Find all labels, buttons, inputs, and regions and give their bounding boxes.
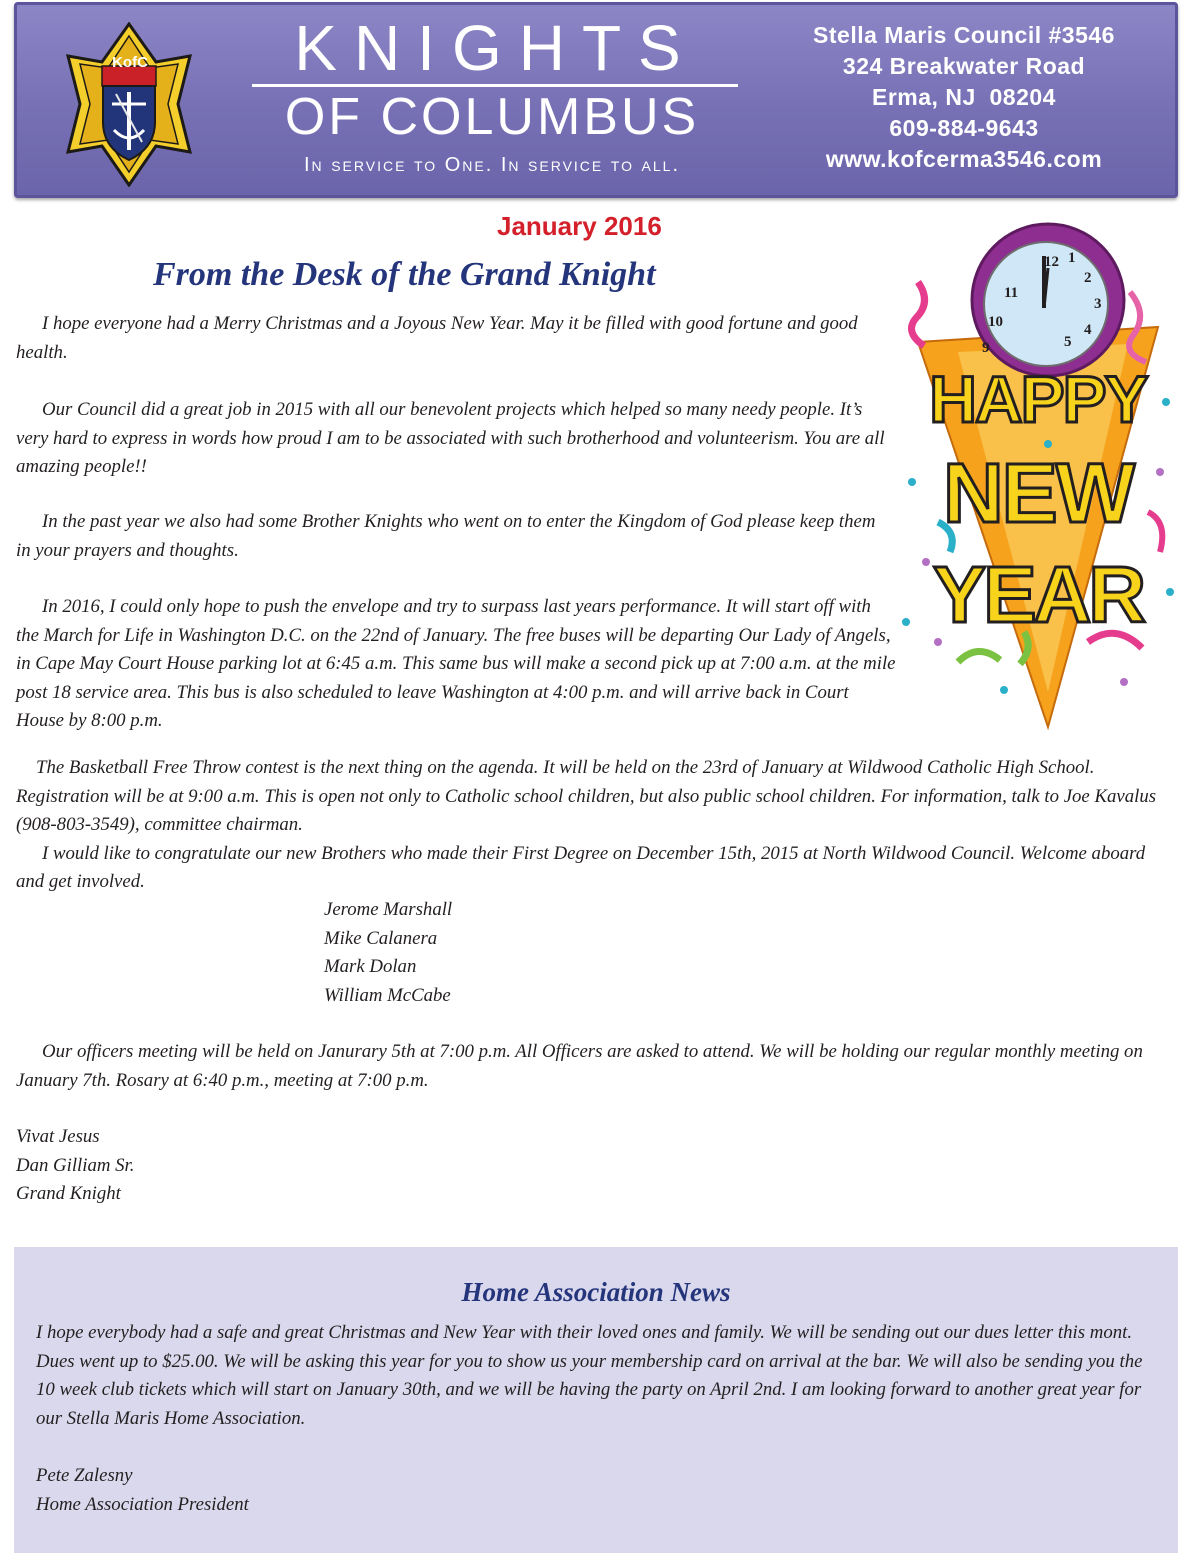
new-word: NEW: [943, 446, 1133, 540]
ha-signoff-name: Pete Zalesny: [36, 1464, 133, 1486]
org-name-line2: OF COLUMBUS: [284, 88, 700, 146]
gk-paragraph-5-block: [16, 754, 1174, 897]
emblem-letters-text: KofC: [112, 54, 148, 71]
gk-paragraph-5: The Basketball Free Throw contest is the next thing on the agenda. It will be held on the 23rd of January at Wildwood Catholic High School. Registration will be at 9:00 a.m. This is open not only to Catholic school children, but also public school children. For information, talk to Joe Kavalus (908-803-3549), committee chairman.: [16, 757, 1157, 836]
council-info: [774, 20, 1154, 175]
gk-paragraph-7: Our officers meeting will be held on Janurary 5th at 7:00 p.m. All Officers are asked to attend. We will be holding our regular monthly meeting on January 7th. Rosary at 6:40 p.m., meeting at 7:00 p.m.: [16, 1041, 1143, 1091]
gk-paragraph-3: In the past year we also had some Brother Knights who went on to enter the Kingdom of God please keep them in your prayers and thoughts.: [16, 511, 876, 561]
home-association-heading: Home Association News: [461, 1277, 731, 1307]
council-name: Stella Maris Council #3546: [813, 22, 1115, 48]
signoff-line: Vivat Jesus: [16, 1126, 100, 1147]
organization-title: [242, 12, 742, 176]
year-word: YEAR: [932, 550, 1144, 639]
gk-signoff: [16, 1123, 1174, 1209]
knights-of-columbus-emblem-icon: [66, 22, 192, 187]
list-item: Mike Calanera: [324, 927, 438, 949]
grand-knight-heading: From the Desk of the Grand Knight: [153, 256, 656, 293]
gk-paragraph-1-block: [16, 310, 886, 367]
new-brothers-list: [324, 896, 452, 1010]
gk-paragraph-2: Our Council did a great job in 2015 with all our benevolent projects which helped so many needy people. It’s very hard to express in words how proud I am to be associated with such brotherhood and volunteerism. You are all amazing people!!: [16, 399, 885, 478]
clock-12: 12: [1044, 254, 1059, 270]
title-divider: [252, 84, 738, 87]
home-association-section: [14, 1247, 1178, 1553]
signoff-name: Dan Gilliam Sr.: [16, 1154, 135, 1176]
issue-date: January 2016: [497, 211, 662, 241]
gk-paragraph-4: In 2016, I could only hope to push the envelope and try to surpass last years performance. It will start off with the March for Life in Washington D.C. on the 22nd of January. The free buses will be departing Our Lady of Angels, in Cape May Court House parking lot at 6:45 a.m. This same bus will make a second pick up at 7:00 a.m. at the mile post 18 service area. This bus is also scheduled to leave Washington at 4:00 p.m. and will arrive back in Court House by 8:00 p.m.: [16, 596, 896, 732]
gk-paragraph-7-block: [16, 1038, 1174, 1095]
clock-1: 1: [1068, 250, 1076, 266]
list-item: William McCabe: [324, 984, 451, 1006]
gk-paragraph-4-block: [16, 593, 896, 736]
clock-9: 9: [982, 340, 990, 356]
ha-paragraph: I hope everybody had a safe and great Christmas and New Year with their loved ones and family. We will be sending out our dues letter this mont. Dues went up to $25.00. We will be asking this year for you to show us your membership card on arrival at the bar. We will also be sending you the 10 week club tickets which will start on January 30th, and we will be having the party on April 2nd. I am looking forward to another great year for our Stella Maris Home Association.: [36, 1322, 1143, 1429]
council-website[interactable]: www.kofcerma3546.com: [825, 146, 1103, 172]
clock-11: 11: [1004, 285, 1019, 301]
gk-paragraph-2-block: [16, 396, 886, 482]
ha-signoff-title: Home Association President: [36, 1493, 249, 1515]
clock-5: 5: [1064, 334, 1072, 350]
home-association-body: [36, 1319, 1156, 1519]
clock-4: 4: [1084, 322, 1092, 338]
org-name-line1: KNIGHTS: [294, 12, 698, 84]
clock-2: 2: [1084, 270, 1092, 286]
council-street: 324 Breakwater Road: [842, 53, 1086, 79]
clock-10: 10: [988, 314, 1003, 330]
kofc-emblem-letters: [100, 49, 160, 73]
gk-paragraph-6: I would like to congratulate our new Brothers who made their First Degree on December 15th, 2015 at North Wildwood Council. Welcome aboard and get involved.: [16, 842, 1146, 893]
header-banner: [14, 2, 1178, 198]
council-city: Erma, NJ 08204: [872, 84, 1056, 110]
list-item: Jerome Marshall: [324, 899, 453, 920]
happy-word: HAPPY: [929, 362, 1147, 436]
list-item: Mark Dolan: [324, 956, 417, 978]
happy-new-year-illustration: [898, 222, 1178, 732]
signoff-title: Grand Knight: [16, 1183, 121, 1205]
council-phone: 609-884-9643: [889, 115, 1039, 141]
clock-3: 3: [1094, 296, 1102, 312]
gk-paragraph-3-block: [16, 508, 886, 565]
org-tagline: In service to One. In service to all.: [303, 154, 681, 176]
gk-paragraph-1: I hope everyone had a Merry Christmas and a Joyous New Year. May it be filled with good fortune and good health.: [16, 313, 858, 363]
